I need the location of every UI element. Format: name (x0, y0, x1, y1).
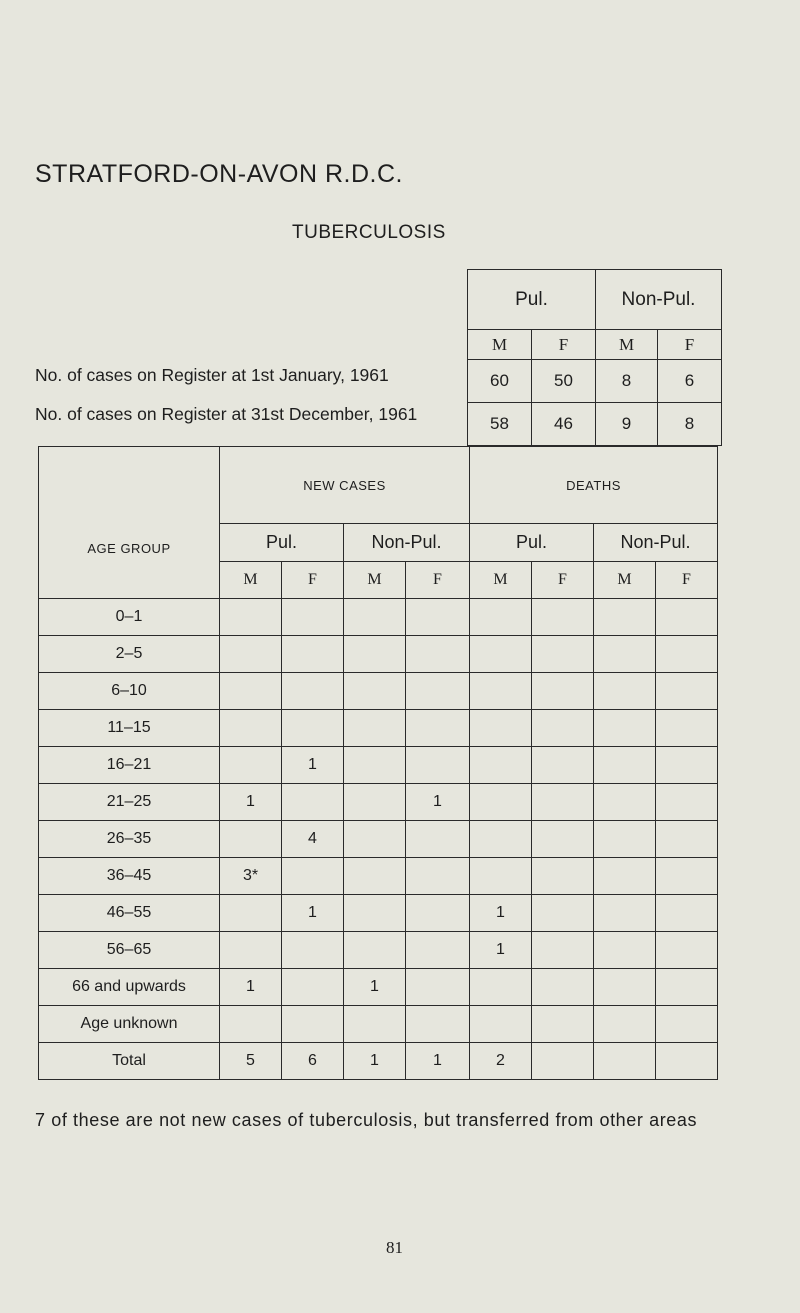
table-cell (282, 858, 344, 895)
table-row (39, 858, 718, 895)
register-row-january (468, 360, 722, 403)
age-group-label: 11–15 (39, 710, 220, 747)
age-group-label: 6–10 (39, 673, 220, 710)
table-cell (406, 599, 470, 636)
age-group-table (38, 446, 718, 1080)
table-cell (470, 1006, 532, 1043)
table-cell (532, 599, 594, 636)
age-group-label: 66 and upwards (39, 969, 220, 1006)
table-cell (282, 673, 344, 710)
table-cell (594, 969, 656, 1006)
register-header-nonpul: Non-Pul. (596, 270, 722, 330)
sex-header: M (220, 562, 282, 599)
table-cell (532, 784, 594, 821)
table-cell: 2 (470, 1043, 532, 1080)
table-cell (656, 895, 718, 932)
table-cell (532, 1043, 594, 1080)
table-cell (594, 784, 656, 821)
table-cell (656, 1043, 718, 1080)
sex-header: M (470, 562, 532, 599)
register-subheader: M (596, 330, 658, 360)
register-value: 50 (532, 360, 596, 403)
table-cell (406, 710, 470, 747)
table-cell (220, 932, 282, 969)
table-cell (344, 599, 406, 636)
table-cell (344, 932, 406, 969)
table-cell (344, 747, 406, 784)
table-cell (282, 932, 344, 969)
register-table (467, 269, 722, 446)
register-value: 46 (532, 403, 596, 446)
table-cell: 1 (220, 784, 282, 821)
table-cell (532, 932, 594, 969)
age-group-label: 56–65 (39, 932, 220, 969)
table-cell (594, 1006, 656, 1043)
table-cell: 3* (220, 858, 282, 895)
footnote: 7 of these are not new cases of tuberculosis, but transferred from other areas (35, 1110, 698, 1130)
table-cell (406, 673, 470, 710)
table-cell (282, 784, 344, 821)
register-header-pul: Pul. (468, 270, 596, 330)
table-cell (220, 710, 282, 747)
table-row (39, 895, 718, 932)
table-cell (470, 636, 532, 673)
table-cell (220, 747, 282, 784)
table-cell (282, 710, 344, 747)
table-cell (282, 1006, 344, 1043)
table-cell (470, 710, 532, 747)
table-cell (594, 599, 656, 636)
table-cell (282, 969, 344, 1006)
age-group-label: 36–45 (39, 858, 220, 895)
table-cell (220, 599, 282, 636)
document-title: STRATFORD-ON-AVON R.D.C. (35, 160, 404, 188)
table-cell (470, 969, 532, 1006)
table-row (39, 821, 718, 858)
type-header: Non-Pul. (344, 524, 470, 562)
register-row-december (468, 403, 722, 446)
table-row (39, 1043, 718, 1080)
table-row (39, 636, 718, 673)
table-cell (470, 784, 532, 821)
table-cell (470, 599, 532, 636)
sex-header: F (532, 562, 594, 599)
table-cell (532, 969, 594, 1006)
table-cell (406, 969, 470, 1006)
table-cell: 1 (406, 1043, 470, 1080)
sex-header: M (344, 562, 406, 599)
age-group-label: 0–1 (39, 599, 220, 636)
age-group-label: 21–25 (39, 784, 220, 821)
register-value: 9 (596, 403, 658, 446)
sex-header: M (594, 562, 656, 599)
table-cell: 6 (282, 1043, 344, 1080)
age-group-label: Age unknown (39, 1006, 220, 1043)
table-cell (532, 821, 594, 858)
table-cell (470, 858, 532, 895)
table-cell (406, 1006, 470, 1043)
table-cell (656, 710, 718, 747)
sex-header: F (656, 562, 718, 599)
register-subheader: M (468, 330, 532, 360)
table-cell (594, 673, 656, 710)
age-group-label: 46–55 (39, 895, 220, 932)
table-cell (532, 1006, 594, 1043)
table-cell (656, 747, 718, 784)
register-value: 60 (468, 360, 532, 403)
register-label-january: No. of cases on Register at 1st January, 1961 (35, 365, 389, 385)
table-cell: 5 (220, 1043, 282, 1080)
register-subheader: F (658, 330, 722, 360)
group-header-deaths: DEATHS (470, 447, 718, 524)
table-cell (406, 932, 470, 969)
type-header: Pul. (470, 524, 594, 562)
table-cell (282, 599, 344, 636)
age-group-label: 2–5 (39, 636, 220, 673)
table-cell (532, 858, 594, 895)
table-cell (656, 599, 718, 636)
table-cell (220, 636, 282, 673)
age-group-header: AGE GROUP (39, 447, 220, 599)
table-row (39, 710, 718, 747)
table-cell (406, 636, 470, 673)
table-cell (220, 821, 282, 858)
table-cell (220, 673, 282, 710)
table-cell (594, 710, 656, 747)
table-cell (532, 895, 594, 932)
register-value: 58 (468, 403, 532, 446)
table-cell: 1 (406, 784, 470, 821)
table-cell (656, 858, 718, 895)
table-cell (594, 747, 656, 784)
table-cell (594, 1043, 656, 1080)
table-cell (344, 821, 406, 858)
table-cell (344, 784, 406, 821)
table-cell (656, 636, 718, 673)
register-value: 6 (658, 360, 722, 403)
table-row (39, 969, 718, 1006)
sex-header: F (406, 562, 470, 599)
table-cell (220, 895, 282, 932)
table-cell: 1 (220, 969, 282, 1006)
table-cell: 1 (344, 969, 406, 1006)
table-cell (594, 895, 656, 932)
table-cell (470, 821, 532, 858)
table-cell: 1 (470, 895, 532, 932)
table-cell (344, 673, 406, 710)
register-subheader: F (532, 330, 596, 360)
table-cell (532, 673, 594, 710)
table-cell (532, 747, 594, 784)
table-cell (406, 747, 470, 784)
table-row (39, 1006, 718, 1043)
type-header: Pul. (220, 524, 344, 562)
table-cell: 1 (282, 747, 344, 784)
table-cell: 4 (282, 821, 344, 858)
table-cell (220, 1006, 282, 1043)
table-cell (594, 636, 656, 673)
table-cell (344, 1006, 406, 1043)
age-group-label: 16–21 (39, 747, 220, 784)
table-cell (594, 821, 656, 858)
table-cell (594, 932, 656, 969)
table-cell (344, 858, 406, 895)
table-cell (656, 932, 718, 969)
document-subtitle: TUBERCULOSIS (292, 222, 446, 243)
sex-header: F (282, 562, 344, 599)
table-cell (344, 895, 406, 932)
table-row (39, 599, 718, 636)
table-cell (656, 1006, 718, 1043)
type-header: Non-Pul. (594, 524, 718, 562)
table-cell (406, 895, 470, 932)
table-cell (656, 969, 718, 1006)
table-cell (656, 673, 718, 710)
table-cell: 1 (344, 1043, 406, 1080)
register-value: 8 (596, 360, 658, 403)
table-cell (406, 858, 470, 895)
table-cell (344, 636, 406, 673)
table-cell (532, 710, 594, 747)
table-cell (470, 673, 532, 710)
table-row (39, 932, 718, 969)
age-group-label: 26–35 (39, 821, 220, 858)
table-row (39, 673, 718, 710)
table-row (39, 784, 718, 821)
table-cell (656, 821, 718, 858)
table-cell (470, 747, 532, 784)
group-header-new-cases: NEW CASES (220, 447, 470, 524)
register-value: 8 (658, 403, 722, 446)
table-cell (594, 858, 656, 895)
table-cell (656, 784, 718, 821)
page-number: 81 (386, 1238, 403, 1257)
table-cell (344, 710, 406, 747)
table-cell: 1 (282, 895, 344, 932)
register-label-december: No. of cases on Register at 31st December, 1961 (35, 404, 418, 424)
table-cell (282, 636, 344, 673)
table-cell (532, 636, 594, 673)
table-row (39, 747, 718, 784)
table-cell: 1 (470, 932, 532, 969)
table-cell (406, 821, 470, 858)
age-group-label: Total (39, 1043, 220, 1080)
